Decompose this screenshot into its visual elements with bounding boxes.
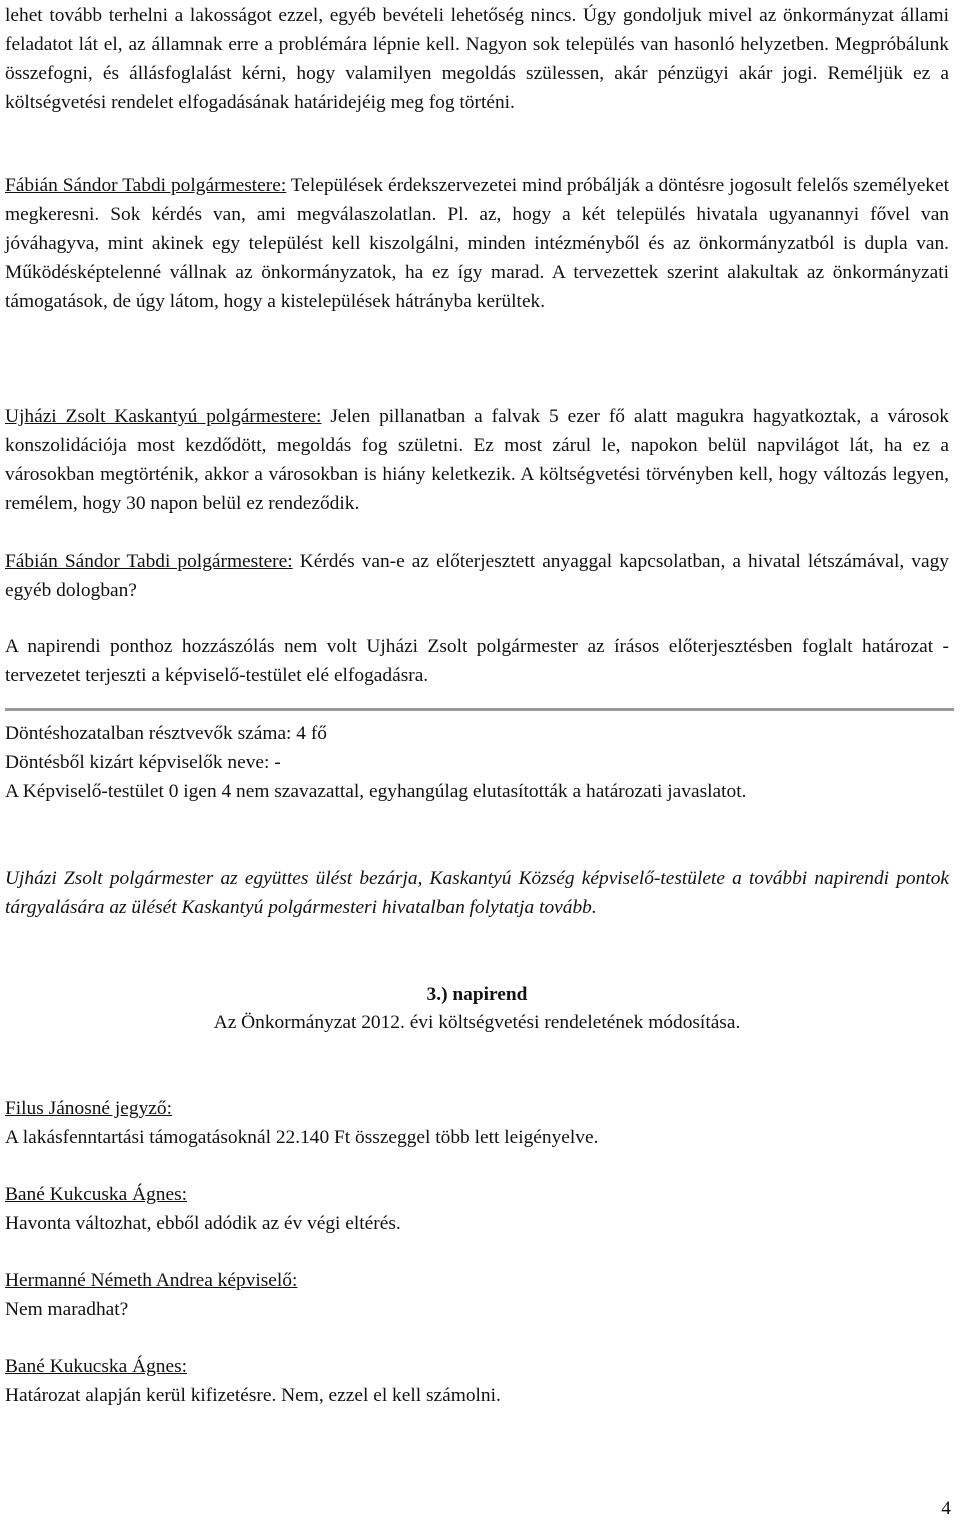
speech-text: Nem maradhat? — [5, 1299, 129, 1320]
speech-text: Kérdés van-e az előterjesztett anyaggal kapcsolatban, a hivatal létszámával, vagy egyéb dologban? — [5, 551, 949, 601]
speech-text: Határozat alapján kerül kifizetésre. Nem, ezzel el kell számolni. — [5, 1385, 501, 1406]
closing-note: Ujházi Zsolt polgármester az együttes ülést bezárja, Kaskantyú Község képviselő-testülete a további napirendi pontok tárgyalására az ülését Kaskantyú polgármesteri hivatalban folytatja tovább. — [5, 868, 949, 918]
speaker-name: Bané Kukcuska Ágnes: — [5, 1184, 188, 1205]
dialogue-entry — [5, 1180, 401, 1238]
dialogue-entry — [5, 1094, 598, 1152]
page-number: 4 — [941, 1498, 951, 1519]
speech-text: Jelen pillanatban a falvak 5 ezer fő alatt magukra hagyatkoztak, a városok konszolidációja most kezdődött, megoldás fog születni. Ez most zárul le, napokon belül napvilágot lát, ha ez a városokban megtörténik, akkor a városokban is hiány keletkezik. A költségvetési törvényben kell, hogy változás legyen, remélem, hogy 30 napon belül ez rendeződik. — [5, 406, 949, 514]
speaker-name: Ujházi Zsolt Kaskantyú polgármestere: — [5, 406, 322, 427]
speaker-name: Fábián Sándor Tabdi polgármestere: — [5, 551, 293, 572]
paragraph-intro: lehet tovább terhelni a lakosságot ezzel, egyéb bevételi lehetőség nincs. Úgy gondoljuk mivel az önkormányzat állami feladatot lát el, az államnak erre a problémára lépnie kell. Nagyon sok település van hasonló helyzetben. Megpróbálunk összefogni, és állásfoglalást kérni, hogy valamilyen megoldás szülessen, akár pénzügyi akár jogi. Reméljük ez a költségvetési rendelet elfogadásának határidejéig meg fog történi. — [5, 5, 949, 113]
decision-result: A Képviselő-testület 0 igen 4 nem szavazattal, egyhangúlag elutasították a határozati javaslatot. — [5, 781, 747, 802]
speaker-name: Bané Kukucska Ágnes: — [5, 1356, 188, 1377]
paragraph-fabian-2 — [5, 547, 949, 605]
agenda-number: 3.) napirend — [426, 984, 528, 1005]
dialogue-entry — [5, 1352, 501, 1410]
agenda-title: Az Önkormányzat 2012. évi költségvetési rendeletének módosítása. — [213, 1012, 741, 1033]
decision-participants: Döntéshozatalban résztvevők száma: 4 fő — [5, 723, 327, 744]
decision-excluded: Döntésből kizárt képviselők neve: - — [5, 752, 281, 773]
dialogue-entry — [5, 1266, 297, 1324]
paragraph-ujhazi — [5, 402, 949, 518]
paragraph-fabian-1 — [5, 171, 949, 316]
decision-block — [5, 719, 746, 806]
speech-text: Települések érdekszervezetei mind próbálják a döntésre jogosult felelős személyeket megkeresni. Sok kérdés van, ami megválaszolatlan. Pl. az, hogy a két település hivatala ugyanannyi fővel van jóváhagyva, mint akinek egy települést kell kiszolgálni, minden intézményből és az önkormányzatból is dupla van. Működésképtelenné vállnak az önkormányzatok, ha ez így marad. A tervezettek szerint alakultak az önkormányzati támogatások, de úgy látom, hogy a kistelepülések hátrányba kerültek. — [5, 175, 949, 312]
speech-text: Havonta változhat, ebből adódik az év végi eltérés. — [5, 1213, 401, 1234]
speaker-name: Filus Jánosné jegyző: — [5, 1098, 172, 1119]
section-divider — [5, 708, 954, 711]
paragraph-proposal: A napirendi ponthoz hozzászólás nem volt Ujházi Zsolt polgármester az írásos előterjesztésben foglalt határozat - tervezetet terjeszti a képviselő-testület elé elfogadásra. — [5, 636, 949, 686]
speaker-name: Fábián Sándor Tabdi polgármestere: — [5, 175, 287, 196]
speaker-name: Hermanné Németh Andrea képviselő: — [5, 1270, 298, 1291]
speech-text: A lakásfenntartási támogatásoknál 22.140 Ft összeggel több lett leigényelve. — [5, 1127, 599, 1148]
